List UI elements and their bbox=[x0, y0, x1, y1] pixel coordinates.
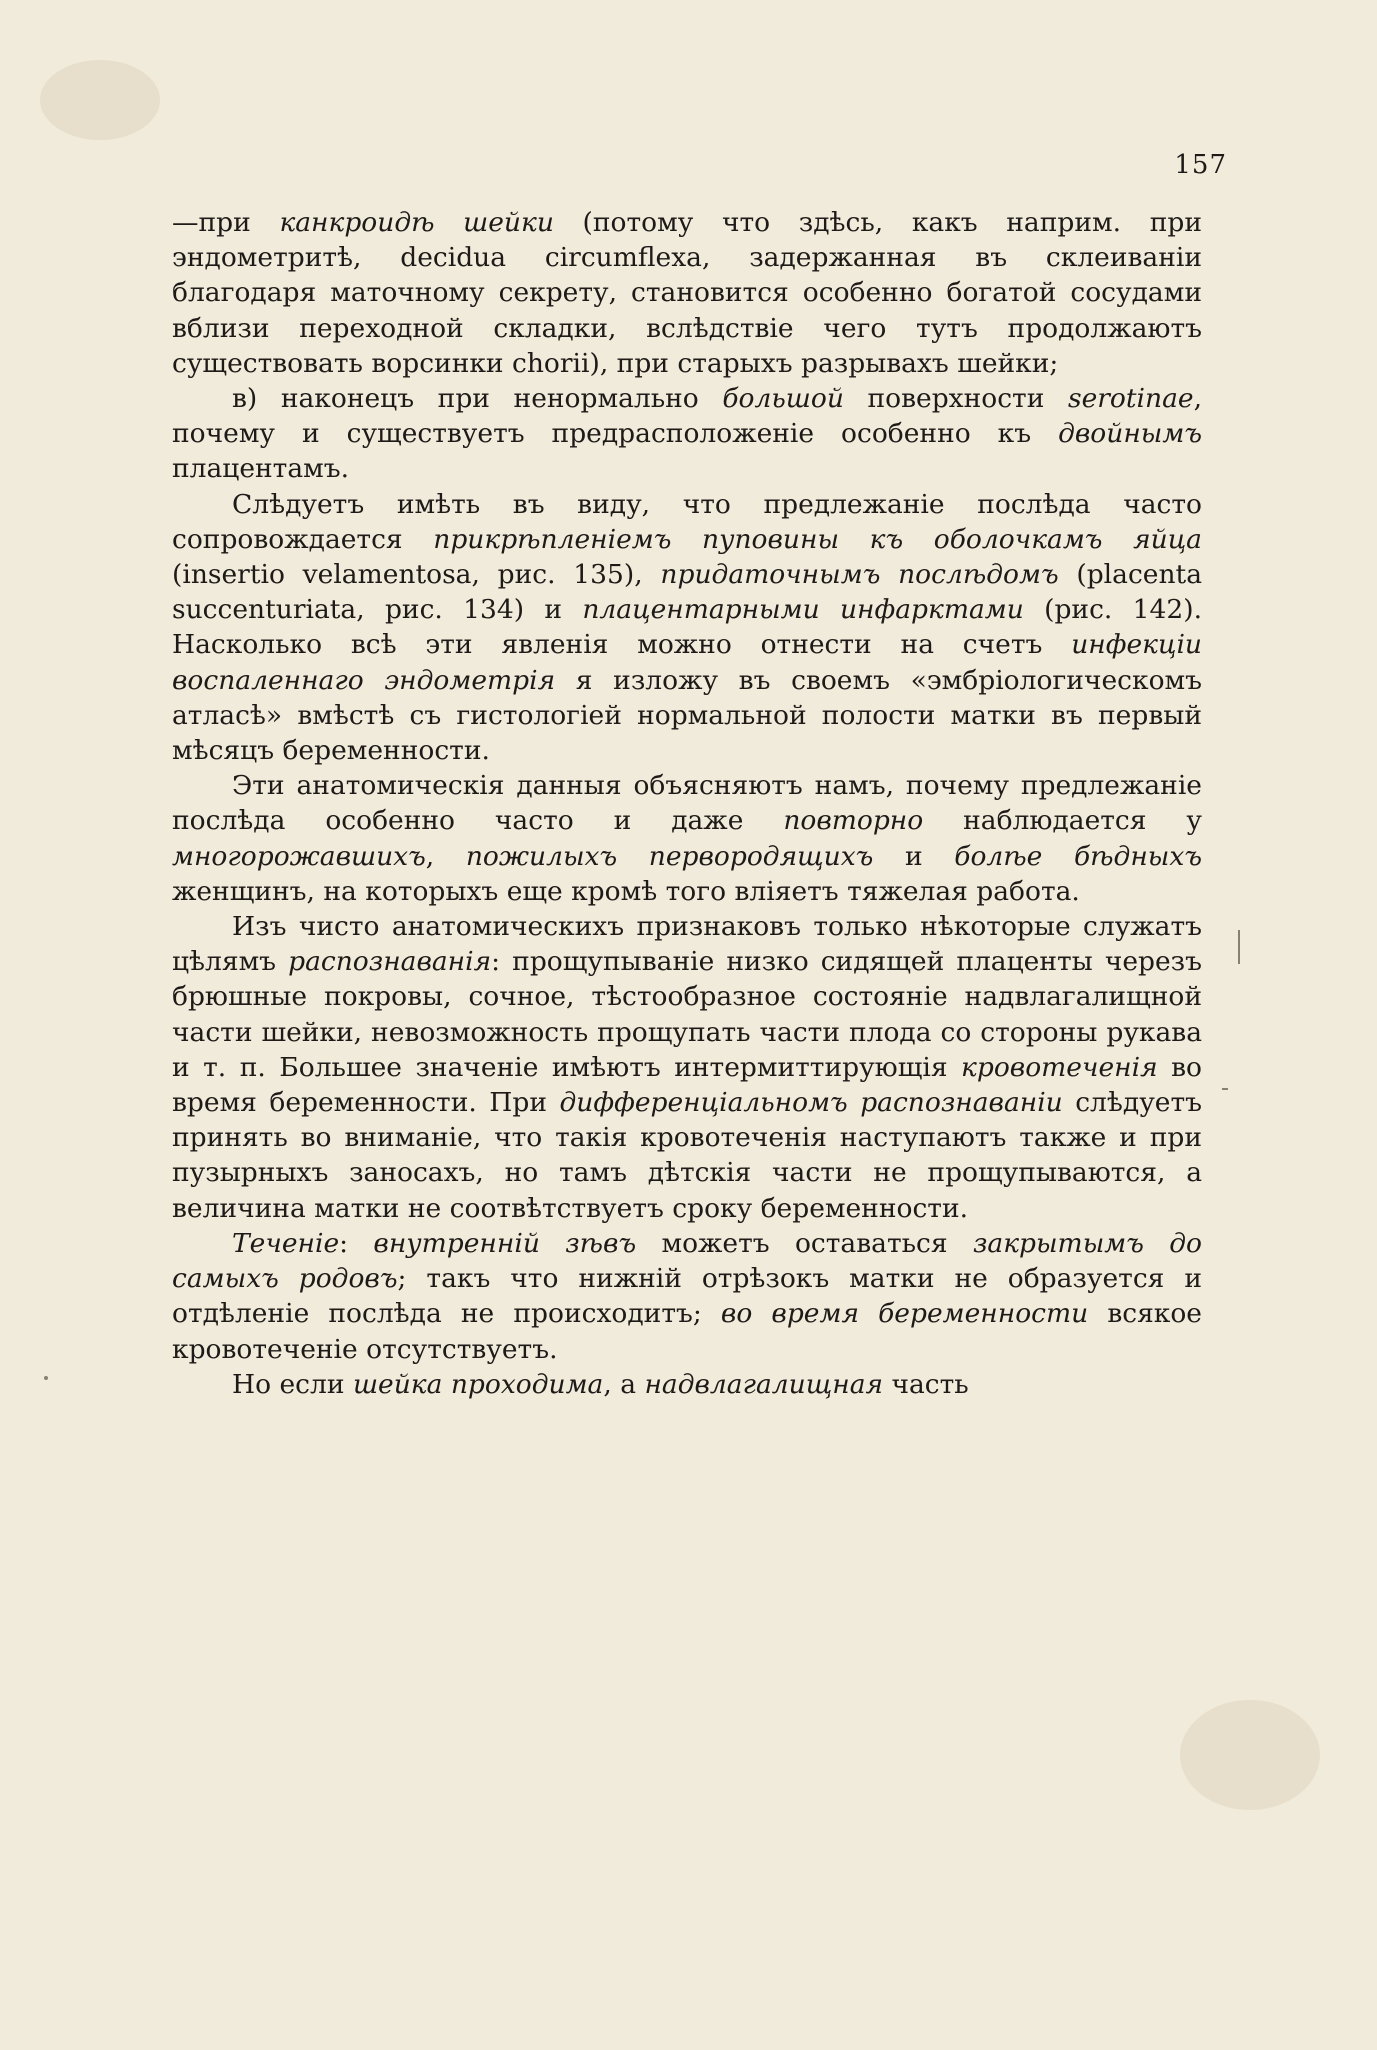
margin-dot bbox=[44, 1376, 48, 1380]
text-run: , bbox=[425, 840, 466, 872]
text-run: наблюдается у bbox=[923, 805, 1203, 837]
text-run: Слѣдуетъ имѣть въ виду, что предлежаніе послѣда часто сопровождается bbox=[172, 488, 1202, 555]
text-run: в) наконецъ при ненормально bbox=[232, 383, 723, 415]
italic-run: надвлагалищная bbox=[644, 1368, 884, 1400]
text-run: всякое кровотеченіе отсутствуетъ. bbox=[172, 1298, 1202, 1365]
italic-run: serotinae bbox=[1067, 383, 1194, 415]
text-run: (insertio velamentosa, рис. 135), bbox=[172, 559, 661, 591]
text-run: во время беременности. При bbox=[172, 1051, 1202, 1119]
text-run: плацентамъ. bbox=[172, 453, 350, 485]
italic-run: плацентарными инфарктами bbox=[582, 594, 1024, 626]
italic-run: шейка проходима bbox=[352, 1368, 604, 1400]
italic-run: двойнымъ bbox=[1058, 418, 1202, 450]
italic-run: Теченіе bbox=[232, 1227, 340, 1259]
paragraph bbox=[172, 205, 1202, 381]
italic-run: придаточнымъ послѣдомъ bbox=[660, 559, 1059, 591]
paragraph bbox=[172, 381, 1202, 487]
text-run: : bbox=[339, 1227, 374, 1259]
paragraph bbox=[172, 768, 1202, 909]
text-run: и bbox=[873, 840, 955, 872]
paragraph bbox=[172, 487, 1202, 769]
text-run: я изложу въ своемъ «эмбріологическомъ атласѣ» вмѣстѣ съ гистологіей нормальной полости матки въ первый мѣсяцъ беременности. bbox=[172, 664, 1202, 767]
paragraph bbox=[172, 1226, 1202, 1367]
page-number: 157 bbox=[1174, 150, 1227, 180]
text-run: Изъ чисто анатомическихъ признаковъ только нѣкоторые служатъ цѣлямъ bbox=[172, 911, 1202, 978]
italic-run: большой bbox=[722, 383, 844, 415]
text-run: , а bbox=[603, 1368, 645, 1400]
italic-run: прикрѣпленіемъ пуповины къ оболочкамъ яйца bbox=[433, 523, 1202, 555]
text-run: (потому что здѣсь, какъ наприм. при эндометритѣ, decidua circumflexa, задержанная въ склеиваніи благодаря маточному секрету, становится особенно богатой сосудами вблизи переходной складки, вслѣдствіе чего тутъ продолжаютъ существовать ворсинки chorii), при старыхъ разрывахъ шейки; bbox=[172, 207, 1202, 379]
italic-run: закрытымъ до самыхъ родовъ bbox=[172, 1227, 1202, 1295]
italic-run: во время беременности bbox=[720, 1298, 1089, 1330]
text-run: поверхности bbox=[843, 383, 1068, 415]
margin-mark bbox=[1222, 1088, 1228, 1090]
italic-run: многорожавшихъ bbox=[172, 840, 426, 872]
text-run: слѣдуетъ принять во вниманіе, что такія кровотеченія наступаютъ также и при пузырныхъ заносахъ, но тамъ дѣтскія части не прощупываются, а величина матки не соотвѣтствуетъ сроку беременности. bbox=[172, 1087, 1202, 1224]
text-run: Но если bbox=[232, 1368, 353, 1400]
italic-run: канкроидѣ шейки bbox=[279, 207, 554, 238]
italic-run: повторно bbox=[783, 805, 924, 837]
text-run: можетъ оставаться bbox=[636, 1227, 973, 1259]
italic-run: пожилыхъ первородящихъ bbox=[465, 840, 874, 872]
body-text bbox=[172, 205, 1202, 1402]
italic-run: болѣе бѣдныхъ bbox=[954, 840, 1202, 872]
text-run: (placenta succenturiata, рис. 134) и bbox=[172, 559, 1203, 626]
italic-run: кровотеченія bbox=[961, 1051, 1158, 1083]
text-run: часть bbox=[883, 1368, 969, 1400]
text-run: (рис. 142). Насколько всѣ эти явленія можно отнести на счетъ bbox=[172, 594, 1203, 661]
paragraph bbox=[172, 909, 1202, 1226]
text-run: , почему и существуетъ предрасположеніе особенно къ bbox=[172, 383, 1202, 450]
text-run: ; такъ что нижній отрѣзокъ матки не образуется и отдѣленіе послѣда не происходитъ; bbox=[172, 1263, 1202, 1330]
text-run: женщинъ, на которыхъ еще кромѣ того вліяетъ тяжелая работа. bbox=[172, 875, 1080, 907]
margin-mark bbox=[1238, 930, 1240, 964]
paper-stain bbox=[1180, 1700, 1320, 1810]
italic-run: инфекціи воспаленнаго эндометрія bbox=[172, 629, 1202, 696]
text-run: Эти анатомическія данныя объясняютъ намъ, почему предлежаніе послѣда особенно часто и даже bbox=[172, 770, 1202, 837]
italic-run: дифференціальномъ распознаваніи bbox=[559, 1087, 1063, 1119]
paper-stain bbox=[40, 60, 160, 140]
text-run: : прощупываніе низко сидящей плаценты черезъ брюшные покровы, сочное, тѣстообразное состояніе надвлагалищной части шейки, невозможность прощупать части плода со стороны рукава и т. п. Большее значеніе имѣютъ интермиттирующія bbox=[172, 946, 1202, 1083]
text-run: —при bbox=[172, 207, 280, 238]
paragraph bbox=[172, 1367, 1202, 1402]
italic-run: распознаванія bbox=[288, 946, 492, 978]
italic-run: внутренній зѣвъ bbox=[373, 1227, 637, 1259]
